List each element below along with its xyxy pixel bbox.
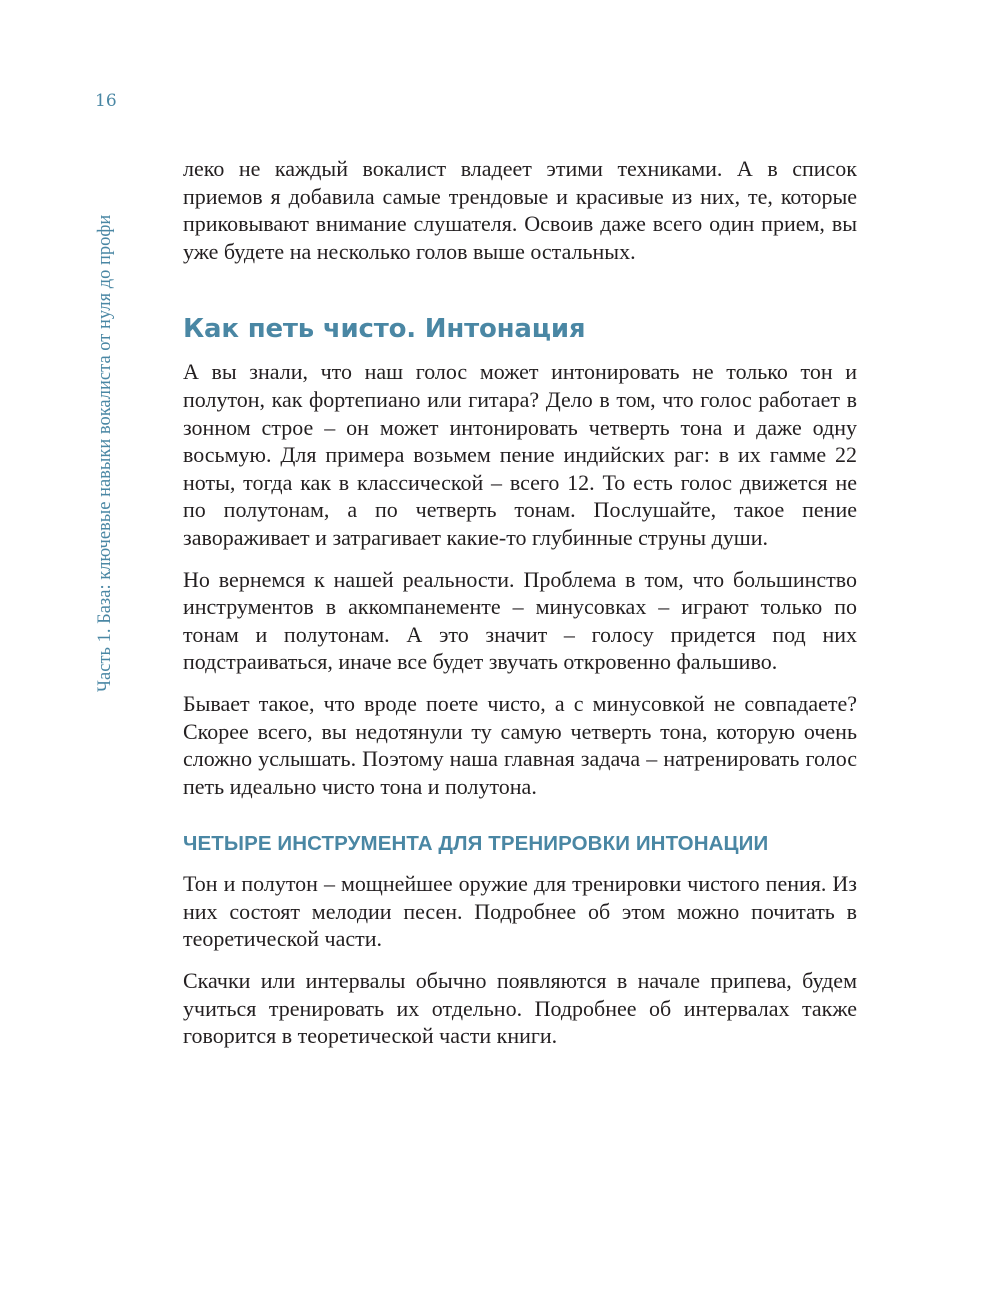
- section-paragraph-2: Но вернемся к нашей реальности. Проблема в том, что большинство инструментов в аккомпанементе – минусовках – играют только по тонам и полутонам. А это значит – голосу придется под них подстраиваться, иначе все будет звучать откровенно фальшиво.: [183, 566, 857, 675]
- page-number: 16: [95, 91, 117, 111]
- subsection-title: ЧЕТЫРЕ ИНСТРУМЕНТА ДЛЯ ТРЕНИРОВКИ ИНТОНАЦИИ: [183, 832, 769, 856]
- subsection-paragraph-1: Тон и полутон – мощнейшее оружие для тренировки чистого пения. Из них состоят мелодии песен. Подробнее об этом можно почитать в теоретической части.: [183, 871, 857, 952]
- section-paragraph-1: А вы знали, что наш голос может интонировать не только тон и полутон, как фортепиано или гитара? Дело в том, что голос работает в зонном строе – он может интонировать четверть тона и даже одну восьмую. Для примера возьмем пение индийских раг: в их гамме 22 ноты, тогда как в классической – всего 12. То есть голос движется не по полутонам, а по четверть тонам. Послушайте, такое пение завораживает и затрагивает какие-то глубинные струны души.: [183, 359, 857, 550]
- section-title: Как петь чисто. Интонация: [183, 314, 586, 345]
- intro-paragraph: леко не каждый вокалист владеет этими техниками. А в список приемов я добавила самые трендовые и красивые из них, те, которые приковывают внимание слушателя. Освоив даже всего один прием, вы уже будете на несколько голов выше остальных.: [183, 156, 857, 264]
- running-head: Часть 1. База: ключевые навыки вокалиста от нуля до профи: [95, 214, 115, 692]
- page-content: [183, 155, 857, 1064]
- section-paragraph-3: Бывает такое, что вроде поете чисто, а с минусовкой не совпадаете? Скорее всего, вы недотянули ту самую четверть тона, которую очень сложно услышать. Поэтому наша главная задача – натренировать голос петь идеально чисто тона и полутона.: [183, 690, 857, 799]
- subsection-paragraph-2: Скачки или интервалы обычно появляются в начале припева, будем учиться тренировать их отдельно. Подробнее об интервалах также говорится в теоретической части книги.: [183, 968, 857, 1049]
